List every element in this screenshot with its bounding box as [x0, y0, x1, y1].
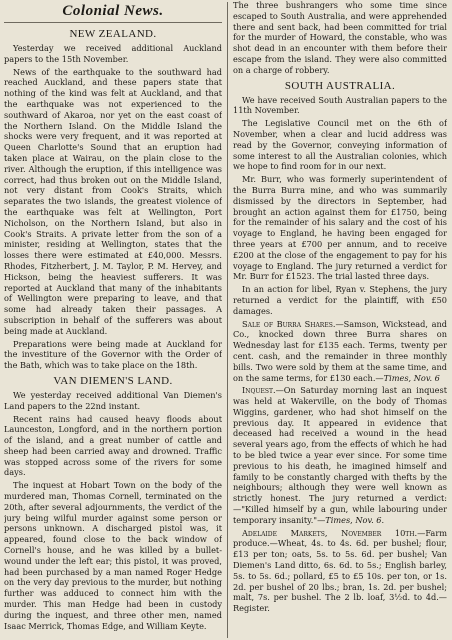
burra-shares-para: [233, 319, 447, 384]
van-diemens-heading: VAN DIEMEN'S LAND.: [53, 374, 173, 387]
section-masthead: Colonial News.: [62, 3, 164, 19]
van-diemens-continued: [233, 0, 447, 76]
van-diemens-para-1: We yesterday received additional Van Diemen's Land papers to the 22nd instant.: [4, 389, 222, 411]
van-diemens-para-2: Recent rains had caused heavy floods about Launceston, Longford, and in the northern portion of the island, and a great number of cattle and sheep had been carried away and drowned. Traffic was stopped across some of the rivers for some days.: [4, 413, 222, 478]
masthead-rule: [4, 22, 222, 23]
new-zealand-para-2: News of the earthquake to the southward had reached Auckland, and these papers state that nothing of the kind was felt at Auckland, and that the earthquake was not experienced to the southward of Akaroa, nor yet on the east coast of the Northern Island. On the Middle Island the shocks were very frequent, and it was reported at Queen Charlotte's Sound that an eruption had taken place at Wairau, on the plain close to the river. Although the eruption, if this intelligence was correct, had thus broken out on the Middle Island, not very distant from Cook's Straits, which separates the two islands, the greatest violence of the earthquake was felt at Wellington, Port Nicholson, on the Northern Island, but also in Cook's Straits. A private letter from the son of a minister, residing at Wellington, states that the losses there were estimated at £40,000. Messrs. Rhodes, Fitzherbert, J. M. Taylor, P. M. Hervey, and Hickson, being the heaviest sufferers. It was reported at Auckland that many of the inhabitants of Wellington were preparing to leave, and that some had already taken their passages. A subscription in behalf of the sufferers was about being made at Auckland.: [4, 66, 222, 336]
new-zealand-heading: NEW ZEALAND.: [69, 28, 157, 40]
south-australia-para-1: We have received South Australian papers to the 11th November.: [233, 94, 447, 116]
south-australia-para-2: The Legislative Council met on the 6th of November, when a clear and lucid address was read by the Governor, conveying information of some interest to all the Australian colonies, which we hope to find room for in our next.: [233, 118, 447, 172]
south-australia-heading: SOUTH AUSTRALIA.: [284, 79, 396, 92]
burra-shares-source: Times, Nov. 6: [383, 372, 440, 383]
south-australia-para-4: In an action for libel, Ryan v. Stephens, the jury returned a verdict for the plaintiff, with £50 damages.: [233, 284, 447, 316]
van-diemens-para-3: The inquest at Hobart Town on the body of the murdered man, Thomas Cornell, terminated on the 20th, after several adjournments, the verdict of the jury being wilful murder against some person or persons unknown. A discharged pistol was, it appeared, found close to the back window of Cornell's house, and he was killed by a bullet-wound under the left ear; this pistol, it was proved, had been purchased by a man named Roger Hedge on the very day previous to the murder, but nothing further was adduced to connect him with the murder. This man Hedge had been in custody during the inquest, and three other men, named Isaac Merrick, Thomas Edge, and William Keyte.: [4, 480, 222, 631]
new-zealand-para-3: Preparations were being made at Auckland for the investiture of the Governor with the Order of the Bath, which was to take place on the 18th.: [4, 338, 222, 371]
left-column: [4, 0, 222, 640]
new-zealand-para-1: Yesterday we received additional Auckland papers to the 15th November.: [4, 43, 222, 64]
south-australia-article: [233, 80, 447, 614]
markets-para: [233, 528, 447, 614]
markets-text: —Farm produce.—Wheat, 4s. to 4s. 6d. per bushel; flour, £13 per ton; oats, 5s. to 5s. 6d. per bushel; Van Diemen's Land ditto, 6s. 6d. to 5s.; English barley, 5s. to 5s. 6d.; pollard, £5 to £5 10s. per ton, or 1s. 2d. per bushel of 20 lbs.; bran, 1s. 2d. per bushel; malt, 7s. per bushel. The 2 lb. loaf, 3½d. to 4d.—Register.: [233, 527, 447, 614]
burra-shares-lead: Sale of Burra Shares.: [242, 318, 336, 329]
inquest-text: —On Saturday morning last an inquest was held at Wakerville, on the body of Thomas Wiggins, gardener, who had shot himself on the previous day. It appeared in evidence that deceased had received a wound in the head several years ago, from the effects of which he had to be bled twice a year ever since. For some time previous to his death, he imagined himself and family to be constantly charged with thefts by the neighbours; although they were well known as strictly honest. The jury returned a verdict:—"Killed himself by a gun, while labouring under temporary insanity."—: [233, 385, 447, 525]
burra-shares-text: —Samson, Wickstead, and Co., knocked down three Burra shares on Wednesday last for £135 each. Terms, twenty per cent. cash, and the remainder in three monthly bills. Two were sold by them at the same time, and on the same terms, for £130 each.—: [233, 318, 447, 383]
inquest-source: Times, Nov. 6.: [325, 514, 385, 525]
van-diemens-para-3-continued: The three bushrangers who some time since escaped to South Australia, and were apprehended there and sent back, had been committed for trial for the murder of Howard, the constable, who was shot dead in an encounter with them before their escape from the island. They were also committed on a charge of robbery.: [233, 0, 447, 75]
inquest-para: [233, 385, 447, 525]
inquest-lead: Inquest.: [242, 385, 276, 396]
new-zealand-article: [4, 28, 222, 371]
van-diemens-land-article: [4, 375, 222, 632]
right-column: [233, 0, 447, 640]
south-australia-para-3: Mr. Burr, who was formerly superintendent of the Burra Burra mine, and who was summarily dismissed by the directors in September, had brought an action against them for £1750, being for the remainder of his salary and the cost of his voyage to England, he having been engaged for three years at £700 per annum, and to receive £200 at the close of the engagement to pay for his voyage to England. The jury returned a verdict for Mr. Burr for £1523. The trial lasted three days.: [233, 174, 447, 282]
column-divider: [227, 2, 228, 638]
markets-lead: Adelaide Markets, November 10th.: [242, 527, 418, 538]
